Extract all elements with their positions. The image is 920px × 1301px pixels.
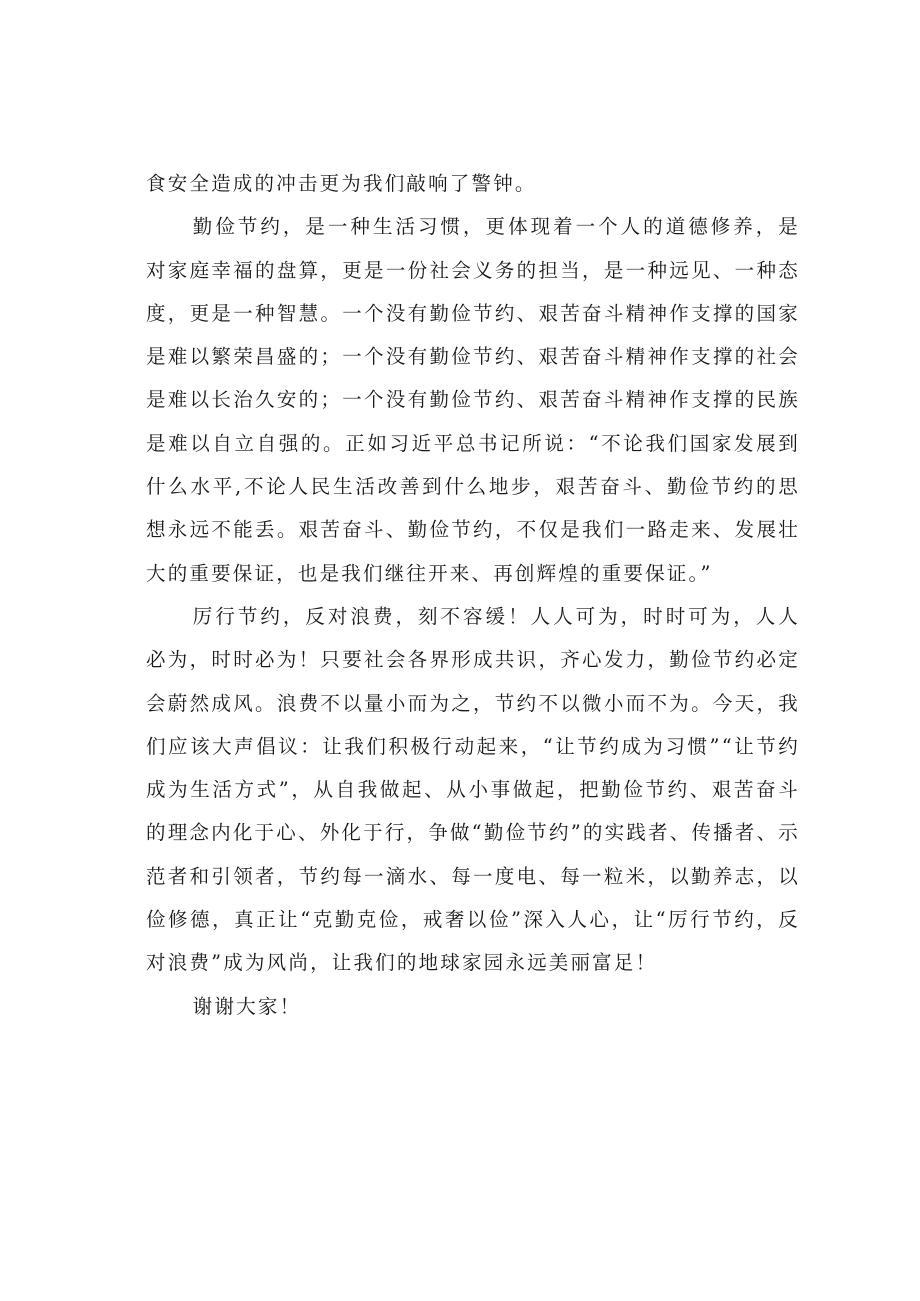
paragraph-continuation: 食安全造成的冲击更为我们敲响了警钟。 bbox=[146, 172, 537, 195]
paragraph-closing: 谢谢大家！ bbox=[192, 994, 302, 1018]
document-body bbox=[146, 162, 800, 1028]
paragraph-call-to-action: 厉行节约，反对浪费，刻不容缓！人人可为，时时可为，人人必为，时时必为！只要社会各界形成共识，齐心发力，勤俭节约必定会蔚然成风。浪费不以量小而为之，节约不以微小而不为。今天，我们应该大声倡议：让我们积极行动起来，“让节约成为习惯”“让节约成为生活方式”，从自我做起、从小事做起，把勤俭节约、艰苦奋斗的理念内化于心、外化于行，争做“勤俭节约”的实践者、传播者、示范者和引领者，节约每一滴水、每一度电、每一粒米，以勤养志，以俭修德，真正让“克勤克俭，戒奢以俭”深入人心，让“厉行节约，反对浪费”成为风尚，让我们的地球家园永远美丽富足！ bbox=[146, 604, 800, 975]
paragraph-thrift-virtue: 勤俭节约，是一种生活习惯，更体现着一个人的道德修养，是对家庭幸福的盘算，更是一份社会义务的担当，是一种远见、一种态度，更是一种智慧。一个没有勤俭节约、艰苦奋斗精神作支撑的国家是难以繁荣昌盛的；一个没有勤俭节约、艰苦奋斗精神作支撑的社会是难以长治久安的；一个没有勤俭节约、艰苦奋斗精神作支撑的民族是难以自立自强的。正如习近平总书记所说：“不论我们国家发展到什么水平,不论人民生活改善到什么地步，艰苦奋斗、勤俭节约的思想永远不能丢。艰苦奋斗、勤俭节约，不仅是我们一路走来、发展壮大的重要保证，也是我们继往开来、再创辉煌的重要保证。” bbox=[146, 215, 800, 585]
